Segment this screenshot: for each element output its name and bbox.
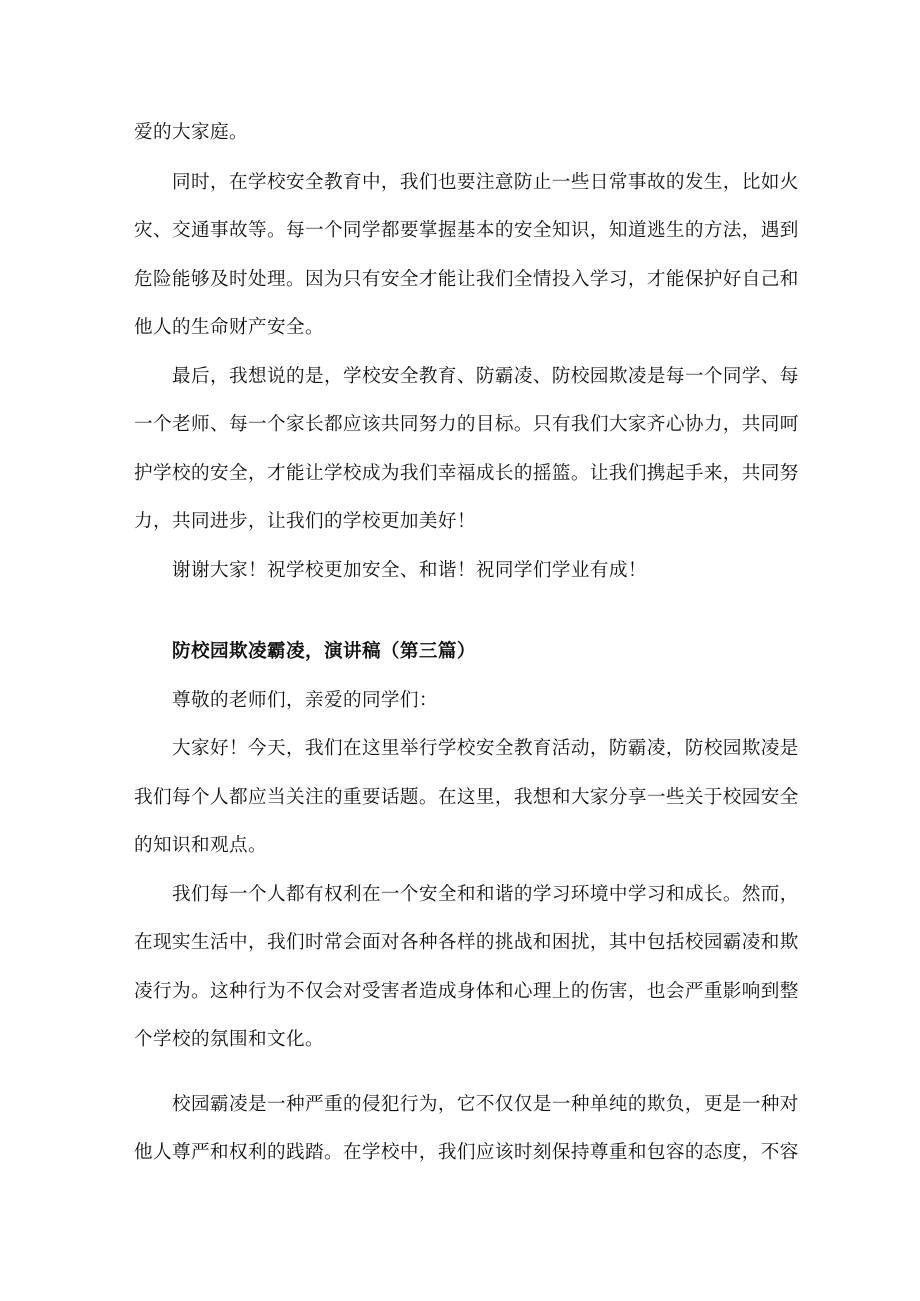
section-heading: 防校园欺凌霸凌，演讲稿（第三篇） (172, 641, 476, 662)
paragraph-line: 他人的生命财产安全。 (134, 317, 324, 338)
salutation: 尊敬的老师们，亲爱的同学们： (172, 690, 438, 711)
paragraph-line: 力，共同进步，让我们的学校更加美好！ (134, 511, 476, 532)
paragraph-line: 他人尊严和权利的践踏。在学校中，我们应该时刻保持尊重和包容的态度，不容 (134, 1142, 799, 1163)
paragraph-line: 的知识和观点。 (134, 835, 267, 856)
paragraph-line: 护学校的安全，才能让学校成为我们幸福成长的摇篮。让我们携起手来，共同努 (134, 463, 799, 484)
paragraph-line: 最后，我想说的是，学校安全教育、防霸凌、防校园欺凌是每一个同学、每 (172, 366, 799, 387)
paragraph-line: 在现实生活中，我们时常会面对各种各样的挑战和困扰，其中包括校园霸凌和欺 (134, 932, 799, 953)
paragraph-line: 危险能够及时处理。因为只有安全才能让我们全情投入学习，才能保护好自己和 (134, 269, 799, 290)
paragraph-line: 凌行为。这种行为不仅会对受害者造成身体和心理上的伤害，也会严重影响到整 (134, 981, 799, 1002)
paragraph-line: 大家好！今天，我们在这里举行学校安全教育活动，防霸凌，防校园欺凌是 (172, 738, 799, 759)
text-line: 爱的大家庭。 (134, 122, 248, 143)
paragraph-line: 我们每个人都应当关注的重要话题。在这里，我想和大家分享一些关于校园安全 (134, 787, 799, 808)
paragraph-line: 一个老师、每一个家长都应该共同努力的目标。只有我们大家齐心协力，共同呵 (134, 414, 799, 435)
paragraph-line: 个学校的氛围和文化。 (134, 1029, 324, 1050)
paragraph-line: 校园霸凌是一种严重的侵犯行为，它不仅仅是一种单纯的欺负，更是一种对 (172, 1094, 799, 1115)
closing-line: 谢谢大家！祝学校更加安全、和谐！祝同学们学业有成！ (172, 560, 647, 581)
paragraph-line: 灾、交通事故等。每一个同学都要掌握基本的安全知识，知道逃生的方法，遇到 (134, 220, 799, 241)
paragraph-line: 同时，在学校安全教育中，我们也要注意防止一些日常事故的发生，比如火 (172, 172, 799, 193)
paragraph-line: 我们每一个人都有权利在一个安全和和谐的学习环境中学习和成长。然而， (172, 884, 799, 905)
